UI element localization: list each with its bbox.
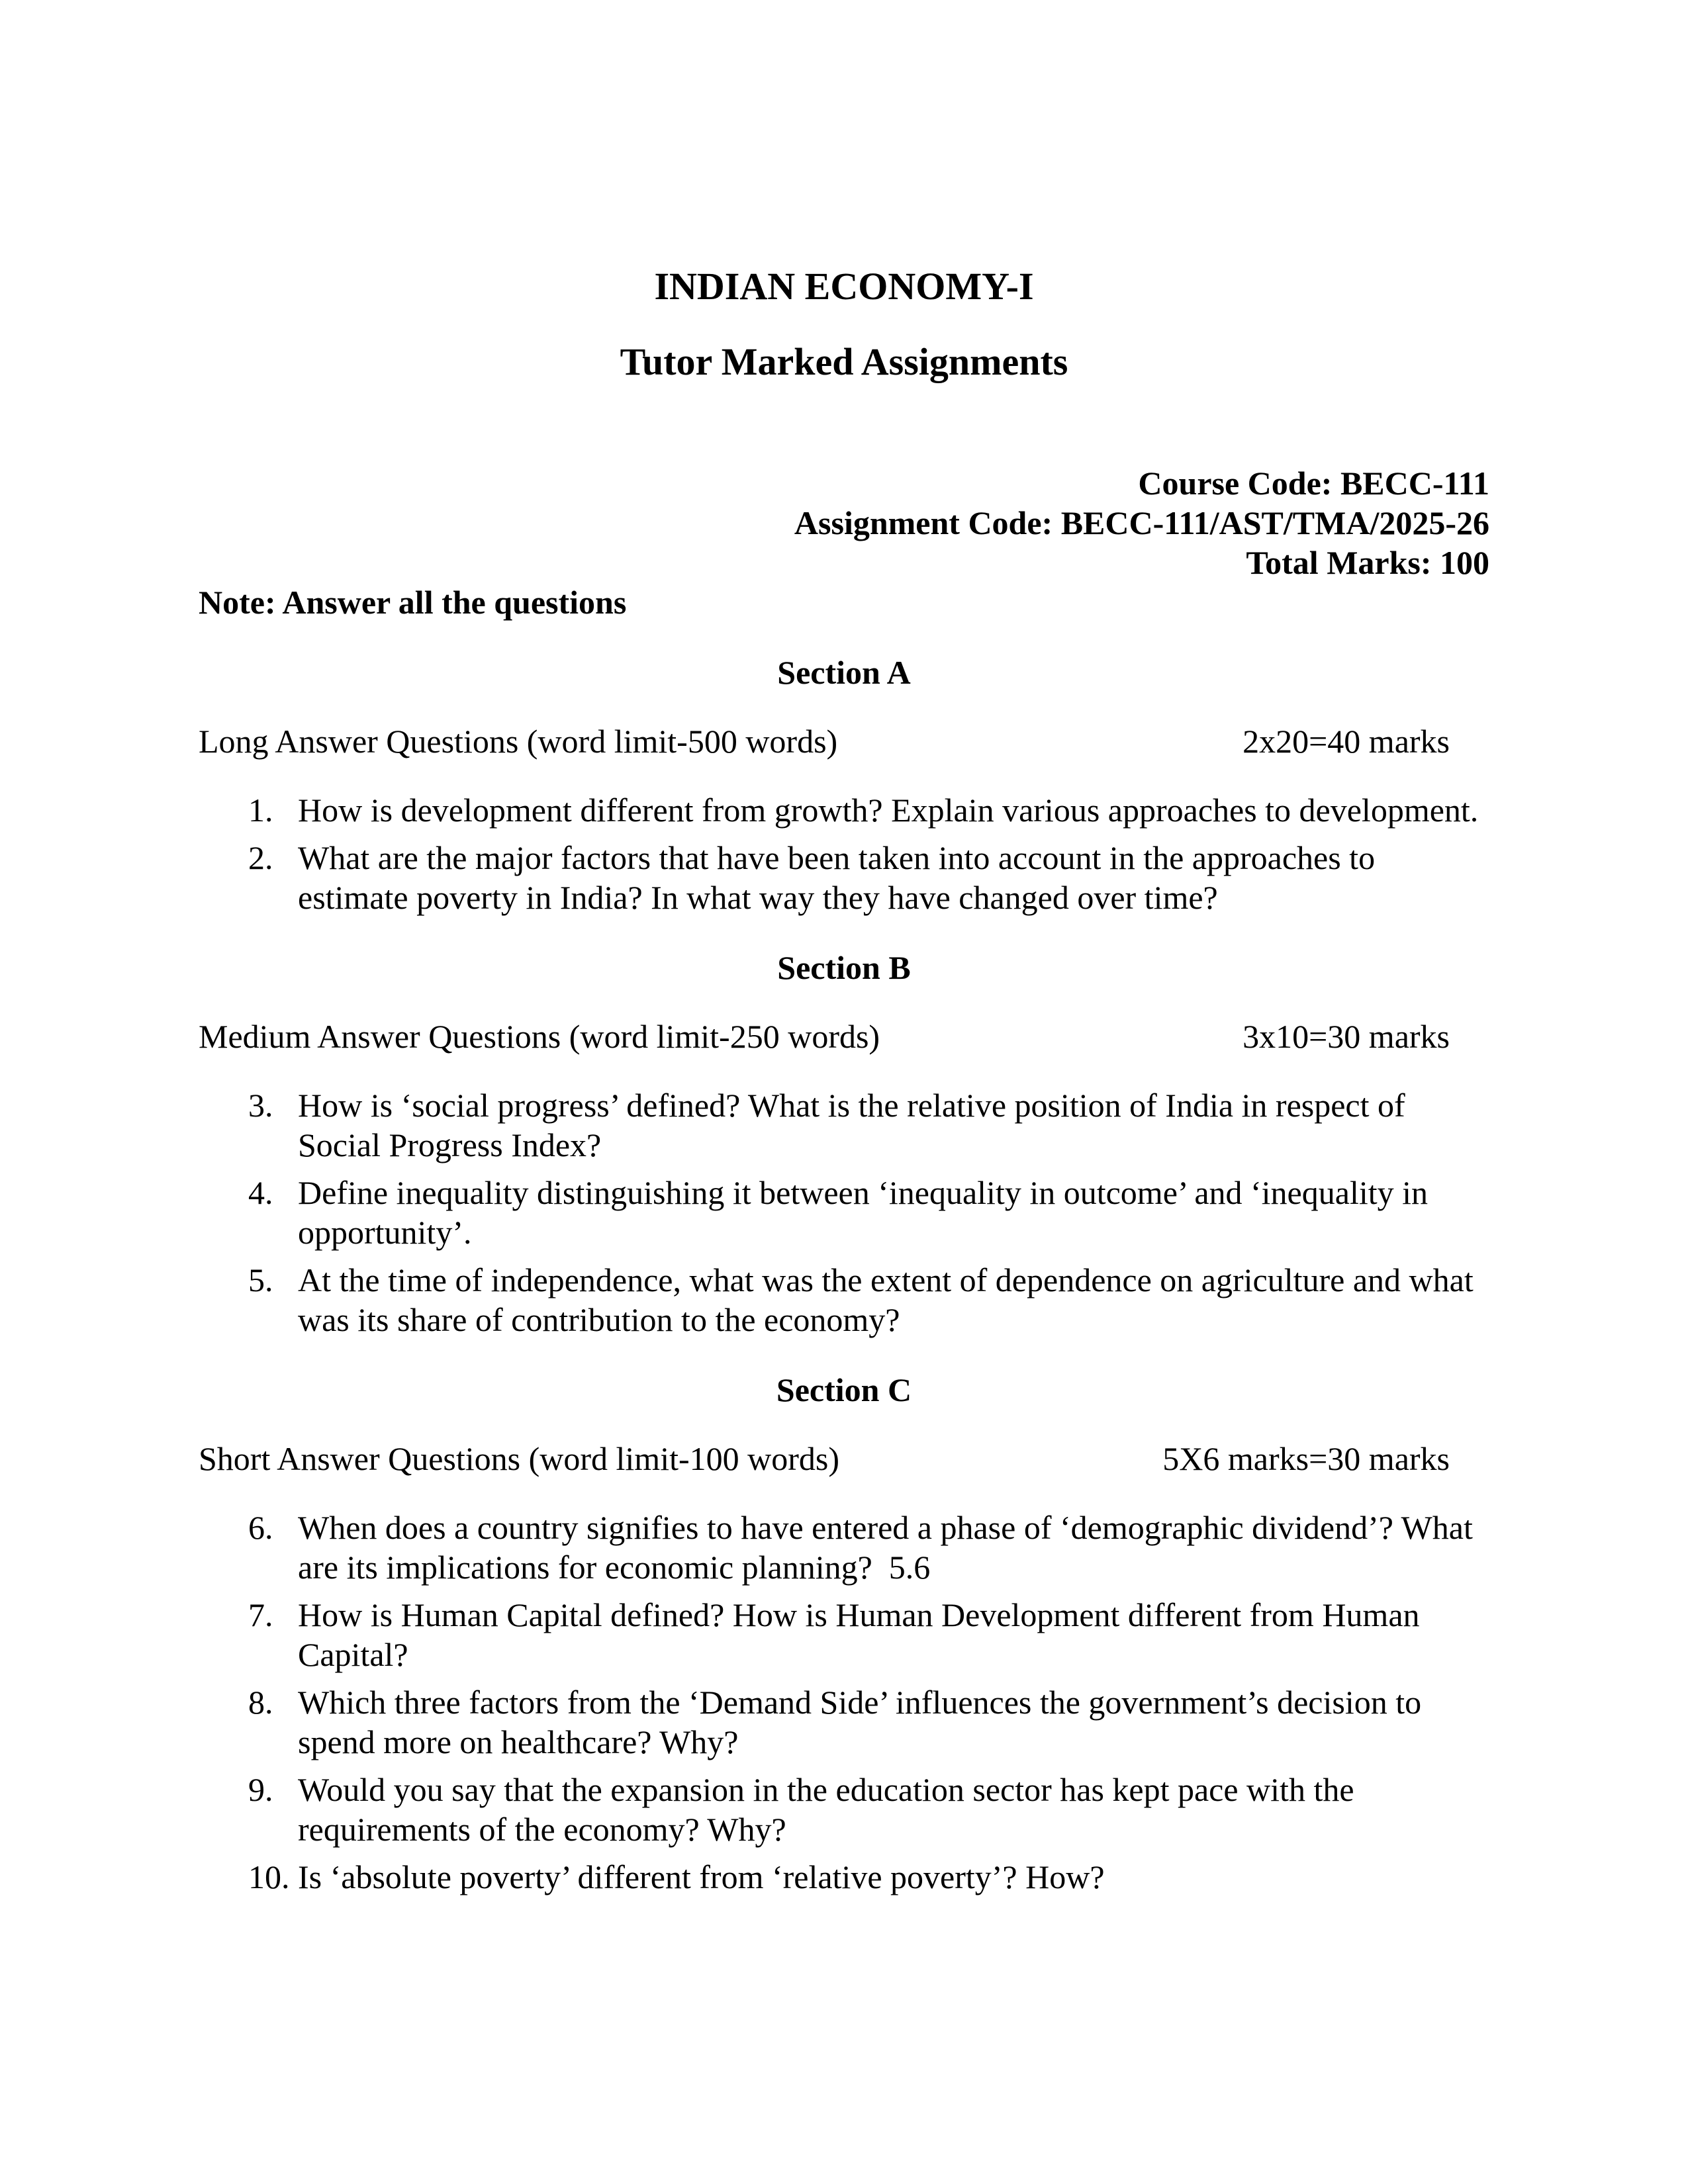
page-title: INDIAN ECONOMY-I [654,265,1034,308]
question-5-text: At the time of independence, what was the extent of dependence on agriculture and what was its share of contribution to the economy? [298,1261,1482,1338]
question-9-text: Would you say that the expansion in the education sector has kept pace with the requirements of the economy? Why? [298,1771,1363,1848]
question-4-number: 4. [248,1174,273,1211]
page-subtitle: Tutor Marked Assignments [620,340,1068,383]
section-a-marks: 2x20=40 marks [1243,723,1450,760]
question-8-text: Which three factors from the ‘Demand Side’ influences the government’s decision to spend more on healthcare? Why? [298,1684,1430,1760]
question-8 [199,1682,1489,1762]
question-2-text: What are the major factors that have been taken into account in the approaches to estimate poverty in India? In what way they have changed over time? [298,839,1383,916]
question-3-text: How is ‘social progress’ defined? What is the relative position of India in respect of Social Progress Index? [298,1087,1414,1163]
section-a-type-line [199,721,1489,761]
section-b-heading: Section B [777,949,911,986]
section-a-heading: Section A [777,654,911,691]
section-c-question-type: Short Answer Questions (word limit-100 words) [199,1440,839,1477]
question-7 [199,1595,1489,1674]
note-line: Note: Answer all the questions [199,584,627,621]
question-7-text: How is Human Capital defined? How is Human Development different from Human Capital? [298,1596,1429,1673]
assignment-code: Assignment Code: BECC-111/AST/TMA/2025-26 [794,504,1489,541]
question-10 [199,1857,1489,1897]
section-c-type-line [199,1439,1489,1479]
codes-block [199,463,1489,582]
question-3 [199,1085,1489,1165]
question-9-number: 9. [248,1771,273,1808]
question-5 [199,1260,1489,1340]
question-8-number: 8. [248,1684,273,1721]
question-1-text: How is development different from growth? Explain various approaches to development. [298,792,1479,829]
section-b-question-type: Medium Answer Questions (word limit-250 words) [199,1018,880,1055]
section-c-heading: Section C [776,1371,912,1408]
question-6-text: When does a country signifies to have entered a phase of ‘demographic dividend’? What are its implications for economic planning? 5.6 [298,1509,1481,1586]
question-6-number: 6. [248,1509,273,1546]
question-5-number: 5. [248,1261,273,1298]
section-a-question-type: Long Answer Questions (word limit-500 words) [199,723,838,760]
section-b-type-line [199,1017,1489,1056]
question-4-text: Define inequality distinguishing it between ‘inequality in outcome’ and ‘inequality in opportunity’. [298,1174,1436,1251]
section-b-questions [199,1085,1489,1340]
total-marks: Total Marks: 100 [1246,544,1489,581]
question-2-number: 2. [248,839,273,876]
course-code: Course Code: BECC-111 [1138,465,1489,502]
question-3-number: 3. [248,1087,273,1124]
section-c-questions [199,1508,1489,1897]
question-9 [199,1770,1489,1849]
question-1 [199,790,1489,830]
question-10-text: Is ‘absolute poverty’ different from ‘relative poverty’? How? [298,1858,1105,1895]
question-10-number: 10. [248,1858,290,1895]
section-a-questions [199,790,1489,917]
question-1-number: 1. [248,792,273,829]
question-2 [199,838,1489,917]
section-c-marks: 5X6 marks=30 marks [1162,1440,1450,1477]
section-b-marks: 3x10=30 marks [1243,1018,1450,1055]
question-4 [199,1173,1489,1252]
question-6 [199,1508,1489,1587]
question-7-number: 7. [248,1596,273,1633]
